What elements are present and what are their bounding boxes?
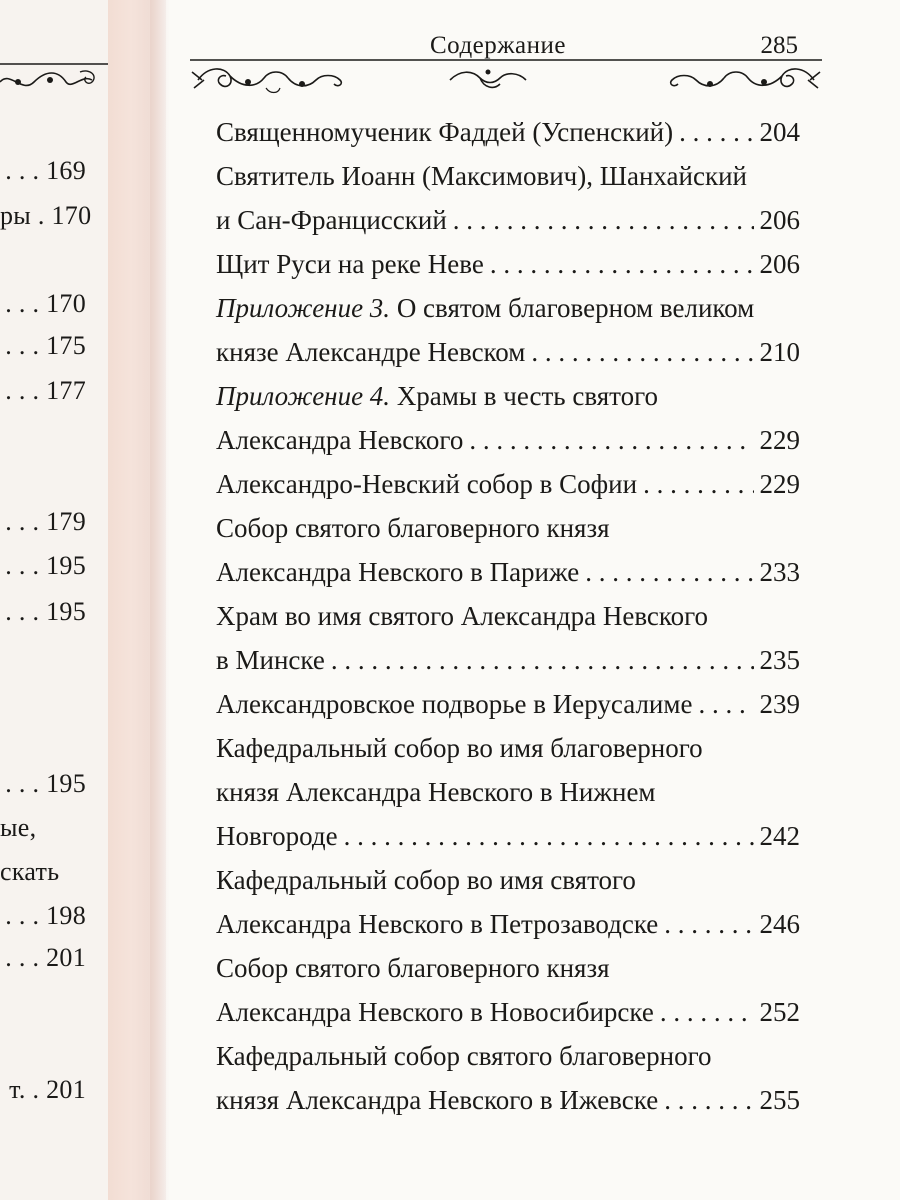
dot-leader: . . . (5, 597, 47, 626)
toc-entry-title (216, 286, 754, 330)
toc-entry (216, 858, 800, 902)
toc-entry (216, 682, 800, 726)
toc-entry-text: Щит Руси на реке Неве (216, 249, 484, 279)
toc-page-number: 206 (759, 205, 800, 235)
toc-entry-text: Святитель Иоанн (Максимович), Шанхайский (216, 161, 747, 191)
toc-entry (216, 814, 800, 858)
running-title: Содержание (430, 32, 566, 59)
dot-leader: . . . (5, 901, 47, 930)
toc-entry (216, 726, 800, 770)
previous-page-number: 198 (46, 901, 86, 930)
dot-leader (531, 330, 753, 374)
toc-entry (216, 946, 800, 990)
toc-entry-text: Александра Невского (216, 425, 464, 455)
previous-page-number: 170 (51, 201, 92, 230)
previous-page-number: 201 (46, 943, 86, 972)
dot-leader: . . . (5, 289, 47, 318)
dot-leader (469, 418, 753, 462)
toc-entry-text: Священномученик Фаддей (Успенский) (216, 117, 674, 147)
toc-entry-text: О святом благоверном великом (390, 293, 755, 323)
toc-entry-text: Храм во имя святого Александра Невского (216, 601, 709, 631)
previous-page-line (0, 200, 108, 232)
toc-entry (216, 198, 800, 242)
previous-page-number: 169 (46, 156, 86, 185)
dot-leader (679, 110, 753, 154)
toc-page-number: 229 (759, 469, 800, 499)
toc-page-number: 246 (759, 909, 800, 939)
toc-entry-title (216, 462, 637, 506)
previous-page-number: 195 (46, 597, 86, 626)
toc-entry-text: Собор святого благоверного князя (216, 953, 610, 983)
toc-entry-title (216, 858, 636, 902)
previous-page-fragment: скать (0, 857, 60, 886)
ornament-divider-left (0, 60, 108, 100)
toc-entry-text: Александровское подворье в Иерусалиме (216, 689, 693, 719)
toc-entry-title (216, 418, 463, 462)
previous-page-line (0, 288, 108, 320)
previous-page-line (0, 550, 108, 582)
toc-entry (216, 990, 800, 1034)
toc-entry-text: Александра Невского в Париже (216, 557, 580, 587)
toc-entry-text: Кафедральный собор во имя благоверного (216, 733, 703, 763)
toc-entry-text: Александра Невского в Новосибирске (216, 997, 654, 1027)
previous-page-number: 179 (46, 507, 86, 536)
toc-entry-text: князя Александра Невского в Нижнем (216, 777, 656, 807)
dot-leader: . . . (5, 156, 47, 185)
ornament-header-rule (190, 58, 822, 102)
toc-page-number: 252 (759, 997, 800, 1027)
toc-entry-title (216, 110, 673, 154)
table-of-contents (216, 110, 800, 1122)
toc-entry-text: Собор святого благоверного князя (216, 513, 610, 543)
toc-entry (216, 330, 800, 374)
toc-entry (216, 286, 800, 330)
toc-entry-title (216, 770, 656, 814)
toc-entry (216, 1078, 800, 1122)
toc-entry-text: в Минске (216, 645, 325, 675)
toc-entry (216, 242, 800, 286)
toc-entry (216, 110, 800, 154)
toc-page-number: 210 (759, 337, 800, 367)
dot-leader (664, 902, 753, 946)
toc-entry (216, 638, 800, 682)
toc-entry-title (216, 990, 654, 1034)
previous-page-number: 175 (46, 331, 86, 360)
dot-leader: . . . (5, 551, 47, 580)
previous-page-line (0, 506, 108, 538)
toc-entry (216, 770, 800, 814)
toc-entry-text: князя Александра Невского в Ижевске (216, 1085, 659, 1115)
dot-leader (664, 1078, 753, 1122)
toc-entry (216, 506, 800, 550)
toc-entry-title (216, 594, 708, 638)
previous-page-number: 201 (46, 1075, 86, 1104)
toc-entry (216, 418, 800, 462)
toc-entry-title (216, 550, 579, 594)
toc-page-number: 233 (759, 557, 800, 587)
previous-page-fragment: ые, (0, 813, 37, 842)
toc-entry-text: Храмы в честь святого (390, 381, 658, 411)
dot-leader (585, 550, 753, 594)
dot-leader: . . . (5, 943, 47, 972)
dot-leader (643, 462, 753, 506)
previous-page-line (0, 330, 108, 362)
toc-entry (216, 462, 800, 506)
toc-entry-text: Александро-Невский собор в Софии (216, 469, 638, 499)
previous-page-number: 195 (46, 551, 86, 580)
toc-entry-text: Новгороде (216, 821, 338, 851)
toc-entry (216, 1034, 800, 1078)
toc-entry-text: и Сан-Францисский (216, 205, 447, 235)
toc-entry-title (216, 242, 484, 286)
toc-entry-title (216, 902, 658, 946)
toc-entry-title (216, 154, 747, 198)
toc-entry-title (216, 198, 447, 242)
toc-entry (216, 902, 800, 946)
previous-page-number: 195 (46, 769, 86, 798)
dot-leader (698, 682, 753, 726)
toc-entry-title (216, 330, 525, 374)
toc-entry (216, 594, 800, 638)
previous-page-line (0, 942, 108, 974)
toc-page-number: 239 (759, 689, 800, 719)
previous-page-line (0, 856, 108, 888)
toc-entry (216, 374, 800, 418)
toc-page-number: 235 (759, 645, 800, 675)
toc-entry-title (216, 1078, 658, 1122)
toc-page-number: 255 (759, 1085, 800, 1115)
toc-entry-title (216, 638, 325, 682)
previous-page-line (0, 155, 108, 187)
previous-page-fragment: т. . (9, 1075, 40, 1104)
dot-leader (660, 990, 754, 1034)
toc-page-number: 204 (759, 117, 800, 147)
dot-leader: . . . (5, 769, 47, 798)
toc-entry-title (216, 1034, 712, 1078)
previous-page-line (0, 596, 108, 628)
toc-entry-text: Кафедральный собор во имя святого (216, 865, 636, 895)
dot-leader: . . . (5, 507, 47, 536)
toc-entry (216, 550, 800, 594)
dot-leader (331, 638, 754, 682)
dot-leader (453, 198, 754, 242)
toc-page-number: 206 (759, 249, 800, 279)
previous-page-line (0, 768, 108, 800)
toc-entry-text: князе Александре Невском (216, 337, 526, 367)
previous-page-line (0, 812, 108, 844)
toc-entry-title (216, 814, 338, 858)
toc-entry-title (216, 682, 692, 726)
toc-entry-title (216, 946, 610, 990)
dot-leader: . . . (5, 376, 47, 405)
appendix-label: Приложение 4. (216, 381, 391, 411)
toc-entry-text: Кафедральный собор святого благоверного (216, 1041, 712, 1071)
dot-leader (490, 242, 754, 286)
previous-page (0, 0, 108, 1200)
previous-page-line (0, 1074, 108, 1106)
toc-entry-text: Александра Невского в Петрозаводске (216, 909, 659, 939)
toc-entry-title (216, 374, 658, 418)
toc-entry-title (216, 726, 703, 770)
previous-page-number: 170 (46, 289, 86, 318)
previous-page-number: 177 (46, 376, 86, 405)
toc-page-number: 229 (759, 425, 800, 455)
previous-page-line (0, 375, 108, 407)
toc-entry-title (216, 506, 610, 550)
dot-leader: . . . (5, 331, 47, 360)
previous-page-fragment: ры . (0, 201, 45, 230)
previous-page-line (0, 900, 108, 932)
toc-page-number: 242 (759, 821, 800, 851)
page-number: 285 (760, 32, 798, 59)
toc-entry (216, 154, 800, 198)
appendix-label: Приложение 3. (216, 293, 391, 323)
dot-leader (344, 814, 754, 858)
